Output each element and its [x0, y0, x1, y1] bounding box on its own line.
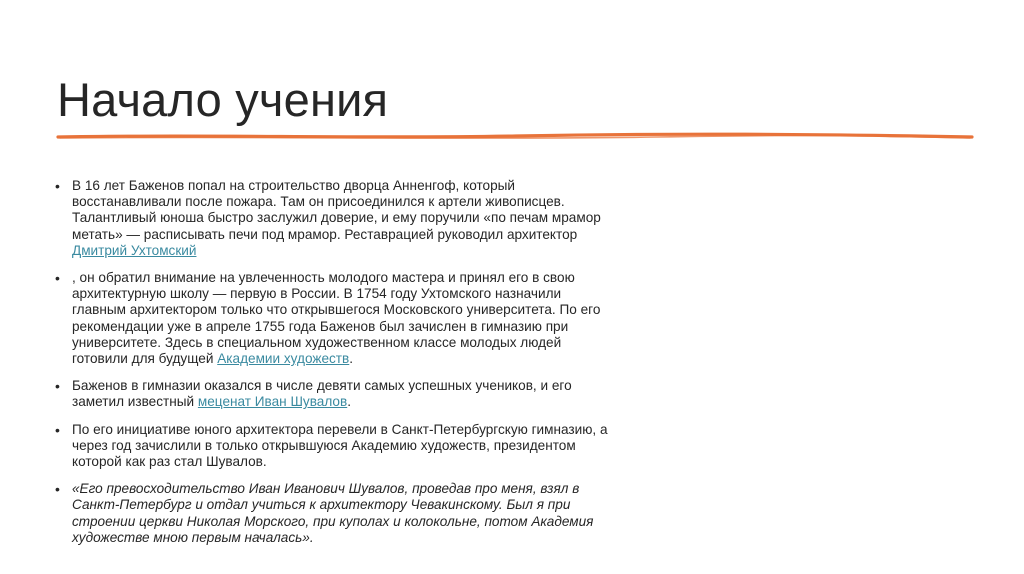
bullet-text — [72, 178, 615, 259]
title-underline — [56, 128, 974, 144]
bullet-link[interactable]: меценат Иван Шувалов — [197, 394, 348, 410]
bullet-text-segment: По его инициативе юного архитектора перевели в Санкт-Петербургскую гимназию, а через год зачислили в только открывшуюся Академию художеств, президентом которой как раз стал Шувалов. — [72, 421, 608, 470]
bullet-dot-icon: • — [55, 421, 60, 438]
bullet-item — [55, 178, 615, 259]
bullet-text-segment: , он обратил внимание на увлеченность молодого мастера и принял его в свою архитектурную школу — первую в России. В 1754 году Ухтомского назначили главным архитектором только что открывшегося Московского университета. По его рекомендации уже в апреле 1755 года Баженов был зачислен в гимназию при университете. Здесь в специальном художественном классе молодых людей готовили для будущей — [72, 270, 601, 367]
bullet-dot-icon: • — [55, 378, 60, 395]
bullet-text-segment: . — [349, 351, 354, 367]
bullet-item — [55, 378, 615, 410]
bullet-dot-icon: • — [55, 270, 60, 287]
bullet-link[interactable]: Дмитрий Ухтомский — [72, 242, 197, 258]
bullet-text — [72, 422, 615, 471]
bullet-text-segment: Баженов в гимназии оказался в числе девяти самых успешных учеников, и его заметил известный — [72, 378, 572, 410]
bullet-text-segment: «Его превосходительство Иван Иванович Шувалов, проведав про меня, взял в Санкт-Петербург и отдал учиться к архитектору Чевакинскому. Был я при строении церкви Николая Морского, при куполах и колокольне, потом Академия художестве мною первым началась». — [72, 481, 594, 545]
bullet-text — [72, 378, 615, 410]
bullet-item — [55, 481, 615, 546]
bullet-list — [55, 178, 615, 557]
bullet-dot-icon: • — [55, 178, 60, 194]
bullet-link[interactable]: Академии художеств — [217, 351, 350, 367]
bullet-item — [55, 270, 615, 367]
bullet-text — [72, 481, 615, 546]
bullet-text-segment: В 16 лет Баженов попал на строительство дворца Анненгоф, который восстанавливали после пожара. Там он присоединился к артели живописцев. Талантливый юноша быстро заслужил доверие, и ему поручили «по печам мрамор метать» — расписывать печи под мрамор. Реставрацией руководил архитектор — [72, 178, 601, 242]
slide-title: Начало учения — [57, 73, 389, 126]
bullet-item — [55, 422, 615, 471]
bullet-text-segment: . — [347, 394, 351, 410]
bullet-text — [72, 270, 615, 367]
bullet-dot-icon: • — [55, 481, 60, 498]
